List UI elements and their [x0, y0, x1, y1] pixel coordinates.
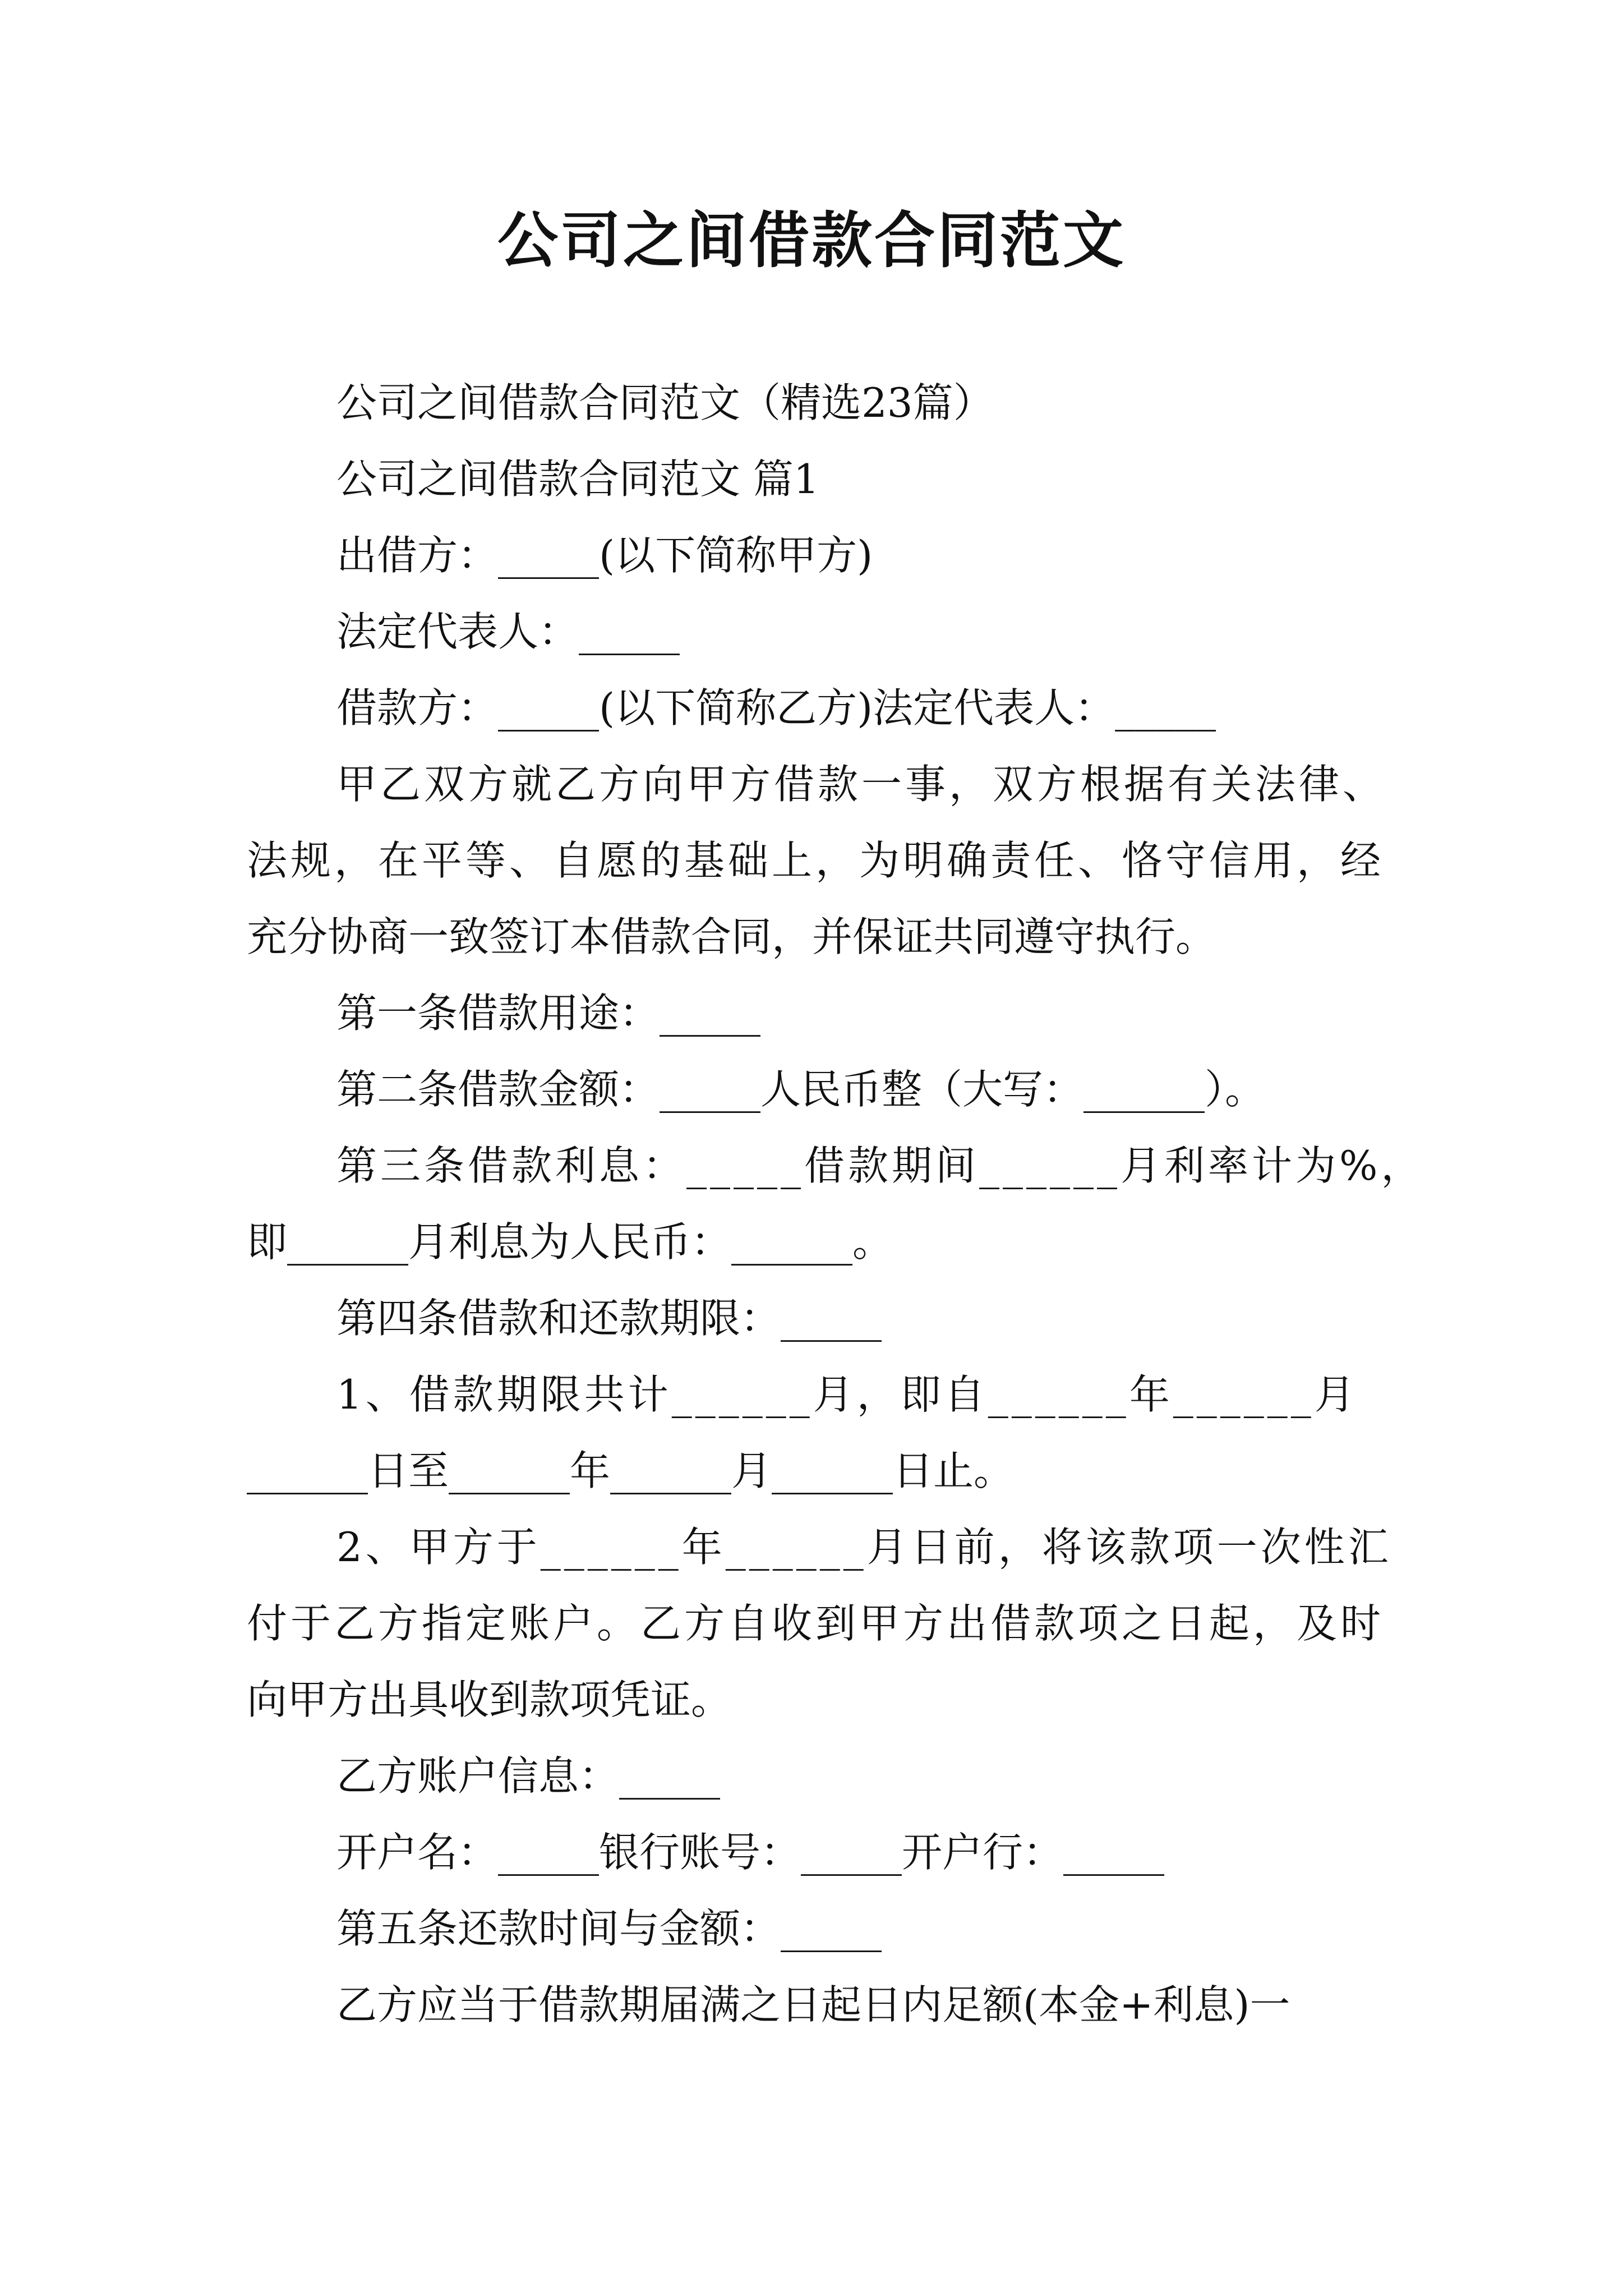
term-clause-1-line-1: 1、借款期限共计______月，即自______年______月 [336, 1371, 1358, 1418]
lender-representative-line: 法定代表人：_____ [336, 608, 680, 655]
term-clause-2-line-2: 付于乙方指定账户。乙方自收到甲方出借款项之日起，及时 [247, 1600, 1385, 1647]
term-clause-2-line-3: 向甲方出具收到款项凭证。 [247, 1676, 732, 1723]
preamble-line-3: 充分协商一致签订本借款合同，并保证共同遵守执行。 [247, 913, 1216, 960]
article-5-repayment: 第五条还款时间与金额：_____ [336, 1905, 882, 1952]
document-title: 公司之间借款合同范文 [497, 206, 1126, 276]
document-subtitle: 公司之间借款合同范文（精选23篇） [336, 379, 994, 426]
article-4-term: 第四条借款和还款期限：_____ [336, 1295, 882, 1342]
preamble-line-1: 甲乙双方就乙方向甲方借款一事，双方根据有关法律、 [336, 761, 1387, 808]
term-clause-1-line-2: ______日至______年______月______日止。 [247, 1447, 1015, 1494]
article-3-interest-line-1: 第三条借款利息：_____借款期间______月利率计为%， [336, 1142, 1425, 1189]
preamble-line-2: 法规，在平等、自愿的基础上，为明确责任、恪守信用，经 [247, 837, 1385, 884]
account-info-line: 乙方账户信息：_____ [336, 1752, 721, 1800]
borrower-line: 借款方：_____(以下简称乙方)法定代表人：_____ [336, 684, 1216, 731]
article-1-purpose: 第一条借款用途：_____ [336, 990, 761, 1037]
term-clause-2-line-1: 2、甲方于______年______月日前，将该款项一次性汇 [336, 1524, 1392, 1571]
lender-line: 出借方：_____(以下简称甲方) [336, 532, 873, 579]
section-heading: 公司之间借款合同范文 篇1 [336, 455, 819, 503]
article-2-amount: 第二条借款金额：_____人民币整（大写：______）。 [336, 1066, 1266, 1113]
article-3-interest-line-2: 即______月利息为人民币：______。 [247, 1218, 893, 1266]
account-details-line: 开户名：_____银行账号：_____开户行：_____ [336, 1829, 1165, 1876]
repayment-clause-line: 乙方应当于借款期届满之日起日内足额(本金+利息)一 [336, 1981, 1290, 2028]
